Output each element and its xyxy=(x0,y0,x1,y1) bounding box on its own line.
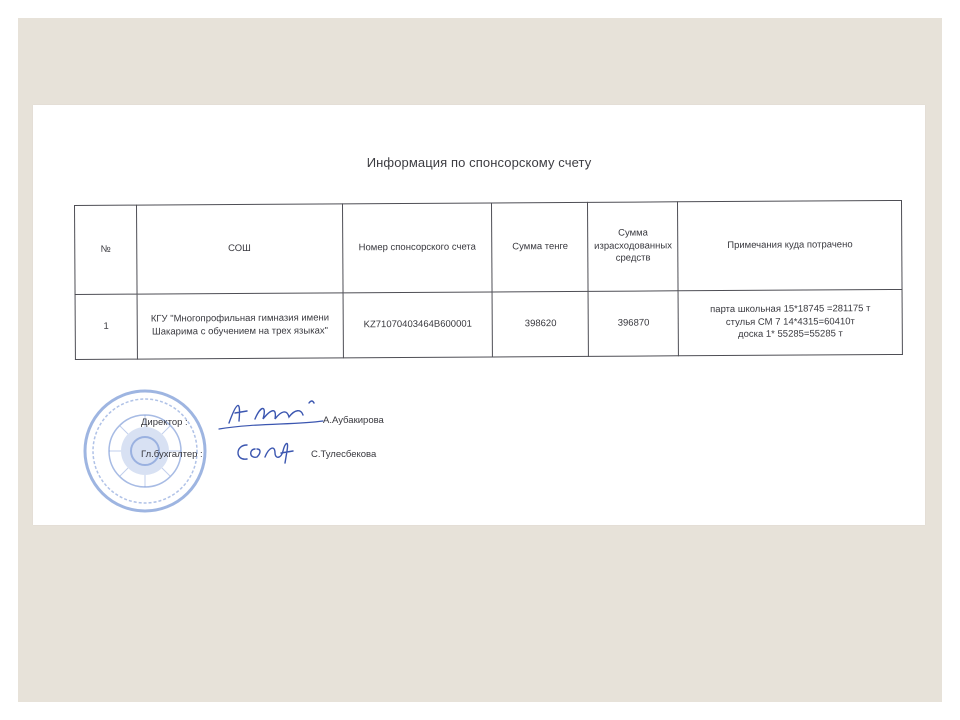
table-header-row xyxy=(75,200,903,294)
table-row xyxy=(75,289,902,359)
header-school: СОШ xyxy=(136,204,342,294)
note-line: стулья СМ 7 14*4315=60410т xyxy=(725,315,855,328)
header-account: Номер спонсорского счета xyxy=(342,203,492,293)
header-sum: Сумма тенге xyxy=(492,202,588,292)
scanned-document xyxy=(33,105,925,525)
cell-number: 1 xyxy=(75,294,137,359)
cell-school: КГУ "Многопрофильная гимназия имени Шакарима с обучением на трех языках" xyxy=(137,293,343,359)
accountant-signature-icon xyxy=(229,435,299,469)
note-line: парта школьная 15*18745 =281175 т xyxy=(710,302,871,315)
document-title: Информация по спонсорскому счету xyxy=(366,155,592,170)
cell-account: KZ71070403464B600001 xyxy=(343,292,493,358)
sponsor-account-table xyxy=(74,200,903,360)
note-line: доска 1* 55285=55285 т xyxy=(737,328,843,341)
header-spent: Сумма израсходованных средств xyxy=(588,202,679,292)
director-signature-icon xyxy=(215,395,325,435)
cell-spent: 396870 xyxy=(588,291,678,357)
director-label: Директор : xyxy=(141,417,188,428)
header-number: № xyxy=(75,205,137,294)
cell-notes xyxy=(678,289,902,355)
accountant-name: С.Тулесбекова xyxy=(311,449,377,460)
header-notes: Примечания куда потрачено xyxy=(678,200,902,290)
accountant-label: Гл.бухгалтер : xyxy=(141,449,203,460)
cell-sum: 398620 xyxy=(493,291,589,357)
director-name: А.Аубакирова xyxy=(323,415,384,426)
